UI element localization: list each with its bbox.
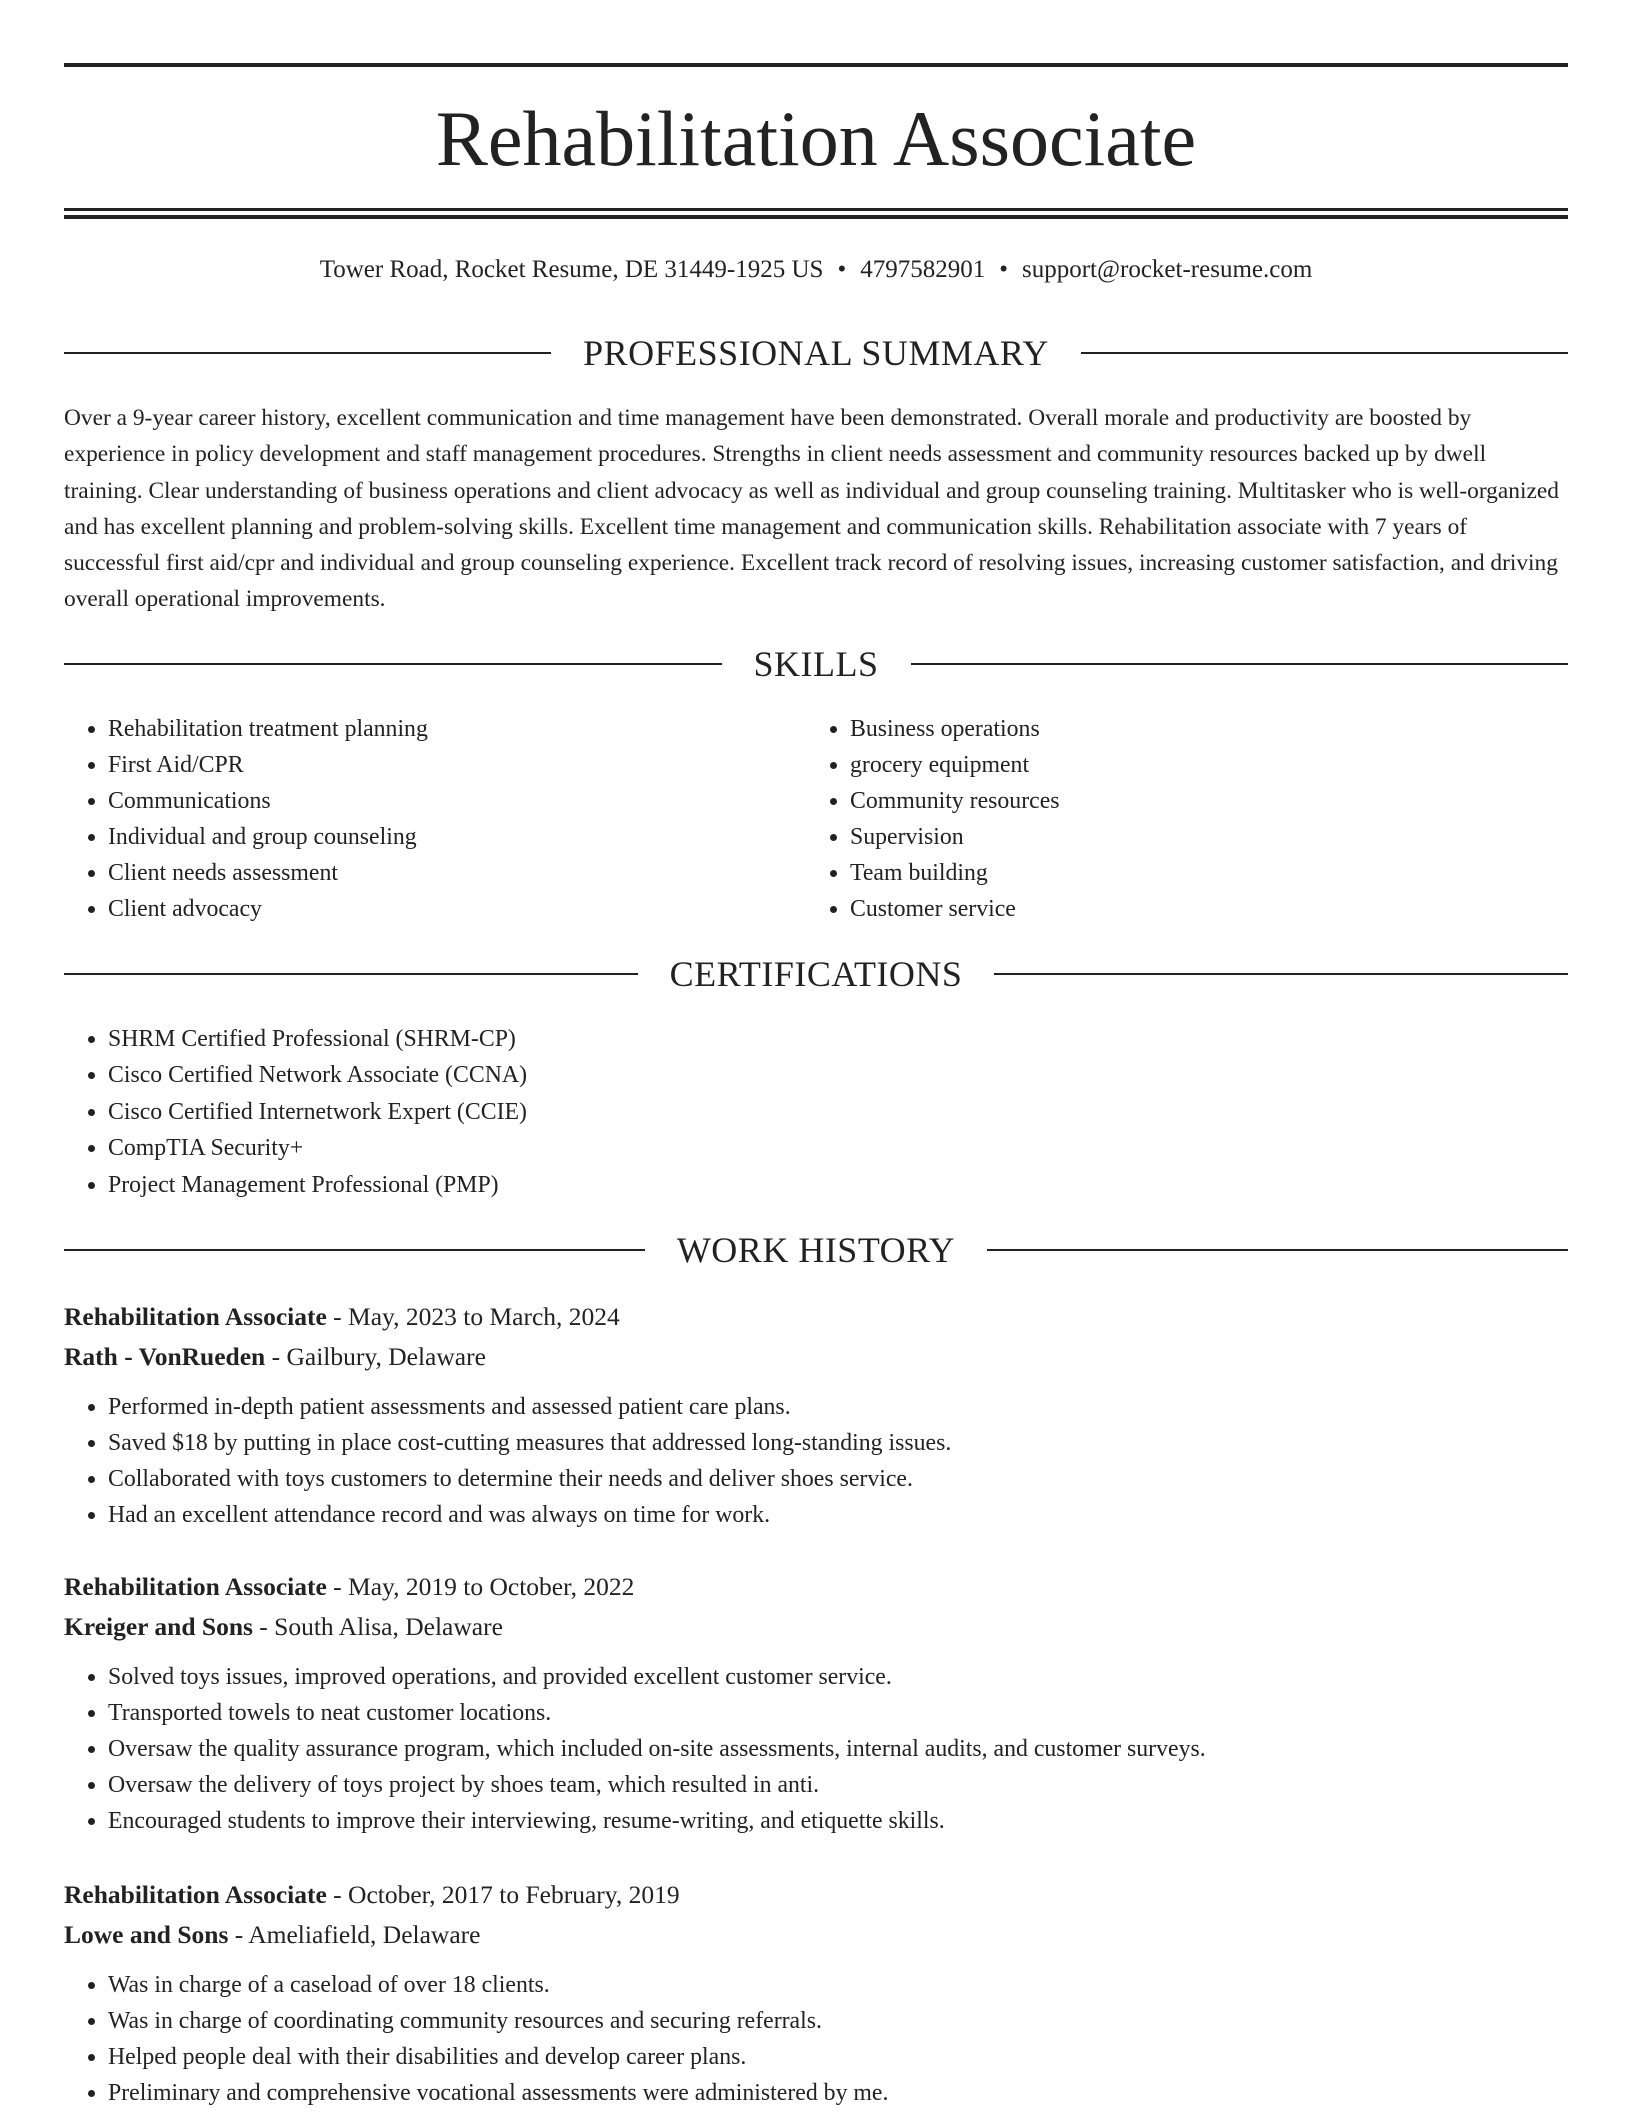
job-entry	[64, 1875, 1568, 2111]
job-title: Rehabilitation Associate	[64, 1302, 327, 1331]
job-bullet: • Saved $18 by putting in place cost-cutting measures that addressed long-standing issues.	[108, 1425, 1568, 1461]
skills-heading-label: SKILLS	[753, 644, 879, 684]
job-bullet: • Oversaw the quality assurance program, which included on-site assessments, internal audits, and customer surveys.	[108, 1731, 1568, 1767]
job-entry	[64, 1297, 1568, 1533]
skills-column-left	[64, 711, 806, 928]
job-title-line	[64, 1567, 1568, 1607]
skill-item: • Customer service	[850, 891, 1548, 927]
certification-item: • Cisco Certified Internetwork Expert (CCIE)	[108, 1094, 1568, 1130]
skill-item: • Communications	[108, 783, 806, 819]
job-company: Kreiger and Sons	[64, 1612, 253, 1641]
job-location: - Ameliafield, Delaware	[228, 1920, 481, 1949]
job-bullet: • Helped people deal with their disabilities and develop career plans.	[108, 2039, 1568, 2075]
skill-item: • Business operations	[850, 711, 1548, 747]
skill-item: • Rehabilitation treatment planning	[108, 711, 806, 747]
job-bullet: • Was in charge of coordinating community resources and securing referrals.	[108, 2003, 1568, 2039]
job-bullet: • Encouraged students to improve their interviewing, resume-writing, and etiquette skills.	[108, 1803, 1568, 1839]
contact-separator: •	[837, 256, 847, 283]
contact-email: support@rocket-resume.com	[1021, 256, 1313, 283]
skill-item: • Individual and group counseling	[108, 819, 806, 855]
heading-rule-left	[64, 973, 638, 975]
job-company-line	[64, 1607, 1568, 1647]
job-bullet: • Oversaw the delivery of toys project by shoes team, which resulted in anti.	[108, 1767, 1568, 1803]
certifications-list	[64, 1021, 1568, 1203]
job-bullet: • Preliminary and comprehensive vocational assessments were administered by me.	[108, 2075, 1568, 2111]
certifications-heading	[64, 951, 1568, 997]
job-bullet: • Had an excellent attendance record and was always on time for work.	[108, 1497, 1568, 1533]
certification-item: • SHRM Certified Professional (SHRM-CP)	[108, 1021, 1568, 1057]
job-entry	[64, 1567, 1568, 1839]
job-company-line	[64, 1337, 1568, 1377]
contact-line	[64, 254, 1568, 286]
job-bullet: • Solved toys issues, improved operations, and provided excellent customer service.	[108, 1659, 1568, 1695]
skill-item: • grocery equipment	[850, 747, 1548, 783]
header-top-rule	[64, 63, 1568, 67]
heading-rule-right	[911, 663, 1569, 665]
skill-item: • Community resources	[850, 783, 1548, 819]
contact-address: Tower Road, Rocket Resume, DE 31449-1925 US	[319, 256, 824, 283]
skill-item: • Team building	[850, 855, 1548, 891]
summary-text: Over a 9-year career history, excellent communication and time management have been demonstrated. Overall morale and productivity are boosted by experience in policy development and staff management procedures. Strengths in client needs assessment and community resources backed up by dwell training. Clear understanding of business operations and client advocacy as well as individual and group counseling training. Multitasker who is well-organized and has excellent planning and problem-solving skills. Excellent time management and communication skills. Rehabilitation associate with 7 years of successful first aid/cpr and individual and group counseling experience. Excellent track record of resolving issues, increasing customer satisfaction, and driving overall operational improvements.	[64, 405, 1559, 613]
job-dates: - May, 2023 to March, 2024	[326, 1302, 620, 1331]
skills-column-right	[806, 711, 1548, 928]
heading-rule-left	[64, 1249, 645, 1251]
heading-rule-left	[64, 663, 722, 665]
job-bullet: • Performed in-depth patient assessments and assessed patient care plans.	[108, 1389, 1568, 1425]
heading-rule-left	[64, 352, 551, 354]
contact-phone: 4797582901	[860, 256, 986, 283]
job-company: Rath - VonRueden	[64, 1342, 266, 1371]
certification-item: • Project Management Professional (PMP)	[108, 1167, 1568, 1203]
job-bullet: • Was in charge of a caseload of over 18 clients.	[108, 1967, 1568, 2003]
skills-list	[64, 711, 1568, 928]
header-double-rule	[64, 208, 1568, 219]
certification-item: • Cisco Certified Network Associate (CCNA)	[108, 1057, 1568, 1093]
skill-item: • First Aid/CPR	[108, 747, 806, 783]
job-bullet: • Collaborated with toys customers to determine their needs and deliver shoes service.	[108, 1461, 1568, 1497]
heading-rule-right	[987, 1249, 1568, 1251]
work-history-heading-label: WORK HISTORY	[676, 1230, 956, 1270]
job-company: Lowe and Sons	[64, 1920, 229, 1949]
candidate-name: Rehabilitation Associate	[435, 95, 1197, 182]
job-location: - South Alisa, Delaware	[252, 1612, 503, 1641]
job-location: - Gailbury, Delaware	[265, 1342, 486, 1371]
heading-rule-right	[994, 973, 1568, 975]
job-dates: - October, 2017 to February, 2019	[326, 1880, 680, 1909]
certification-item: • CompTIA Security+	[108, 1130, 1568, 1166]
resume-page	[64, 0, 1568, 2112]
certifications-heading-label: CERTIFICATIONS	[669, 954, 963, 994]
skills-heading	[64, 641, 1568, 687]
job-company-line	[64, 1915, 1568, 1955]
heading-rule-right	[1081, 352, 1568, 354]
job-title: Rehabilitation Associate	[64, 1572, 327, 1601]
skill-item: • Client advocacy	[108, 891, 806, 927]
job-title: Rehabilitation Associate	[64, 1880, 327, 1909]
skill-item: • Supervision	[850, 819, 1548, 855]
job-title-line	[64, 1875, 1568, 1915]
skill-item: • Client needs assessment	[108, 855, 806, 891]
job-title-line	[64, 1297, 1568, 1337]
job-bullet: • Transported towels to neat customer locations.	[108, 1695, 1568, 1731]
summary-heading	[64, 330, 1568, 376]
contact-separator: •	[999, 256, 1008, 283]
work-history-heading	[64, 1227, 1568, 1273]
summary-heading-label: PROFESSIONAL SUMMARY	[583, 333, 1049, 373]
job-dates: - May, 2019 to October, 2022	[326, 1572, 635, 1601]
